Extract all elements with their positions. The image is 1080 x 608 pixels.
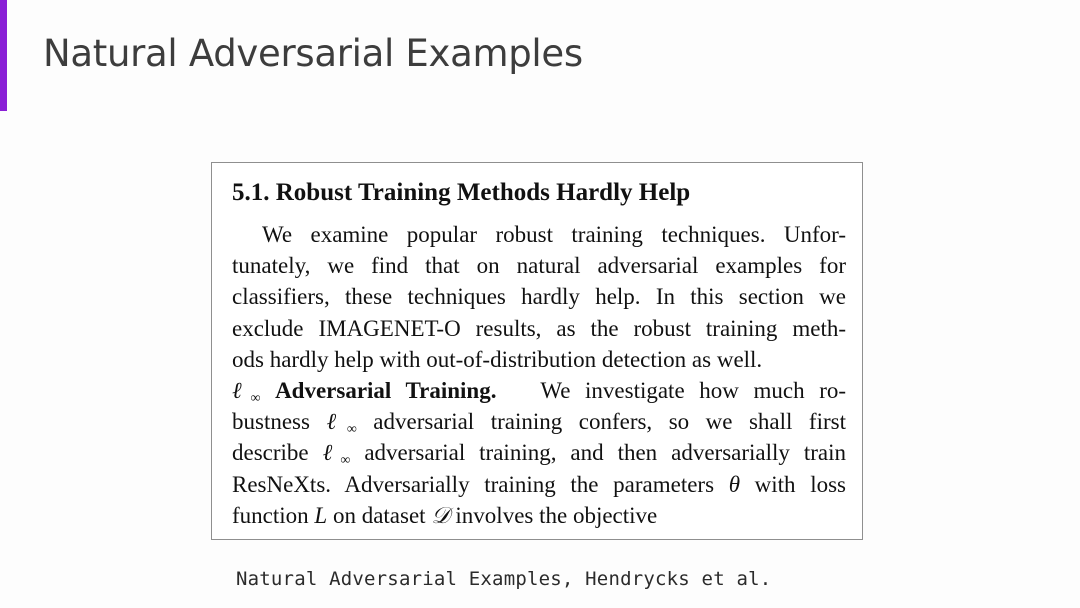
paragraph-line: We examine popular robust training techniques. Unfor-: [262, 222, 846, 247]
text-run: bustness: [232, 409, 327, 435]
paragraph-adversarial-training: [232, 375, 846, 531]
paragraph-line: [232, 469, 846, 500]
l-infinity-symbol: ℓ$_\infty$: [232, 378, 261, 407]
dataset-name: IMAGENET-O: [318, 315, 461, 341]
slide-title: Natural Adversarial Examples: [43, 32, 583, 75]
paragraph-runin-title: Adversarial Training.: [275, 378, 497, 404]
section-heading: 5.1. Robust Training Methods Hardly Help: [232, 179, 691, 206]
theta-symbol: θ: [728, 471, 741, 497]
text-run: describe: [232, 440, 323, 466]
text-run: results, as the robust training meth-: [460, 315, 847, 341]
paragraph-line: [232, 313, 846, 344]
text-run: ResNeXts. Adversarially training the parameters: [232, 471, 729, 497]
paper-excerpt: [211, 162, 863, 540]
paragraph-line: [232, 406, 846, 437]
paragraph-line: ods hardly help with out-of-distribution detection as well.: [232, 346, 763, 372]
slide-caption: Natural Adversarial Examples, Hendrycks et al.: [236, 568, 772, 590]
accent-bar: [0, 0, 7, 111]
text-run: function: [232, 502, 315, 528]
text-run: exclude: [232, 315, 319, 341]
l-infinity-symbol: ℓ$_\infty$: [322, 440, 351, 469]
text-run: on dataset: [327, 502, 432, 528]
text-run: adversarial training, and then adversarially train: [350, 440, 846, 466]
loss-symbol: L: [314, 502, 328, 528]
paragraph-line: [232, 375, 846, 406]
paragraph-line: [232, 437, 846, 468]
paragraph-line: classifiers, these techniques hardly help. In this section we: [232, 284, 846, 310]
text-run: We investigate how much ro-: [540, 378, 847, 404]
paragraph-line: [232, 500, 846, 531]
text-run: involves the objective: [449, 502, 658, 528]
paragraph-robust-training: [232, 219, 846, 375]
text-run: adversarial training confers, so we shall first: [356, 409, 846, 435]
text-run: with loss: [740, 471, 846, 497]
paragraph-line: tunately, we find that on natural adversarial examples for: [232, 253, 846, 279]
l-infinity-symbol: ℓ$_\infty$: [326, 409, 357, 438]
dataset-symbol: 𝒟: [431, 502, 450, 528]
